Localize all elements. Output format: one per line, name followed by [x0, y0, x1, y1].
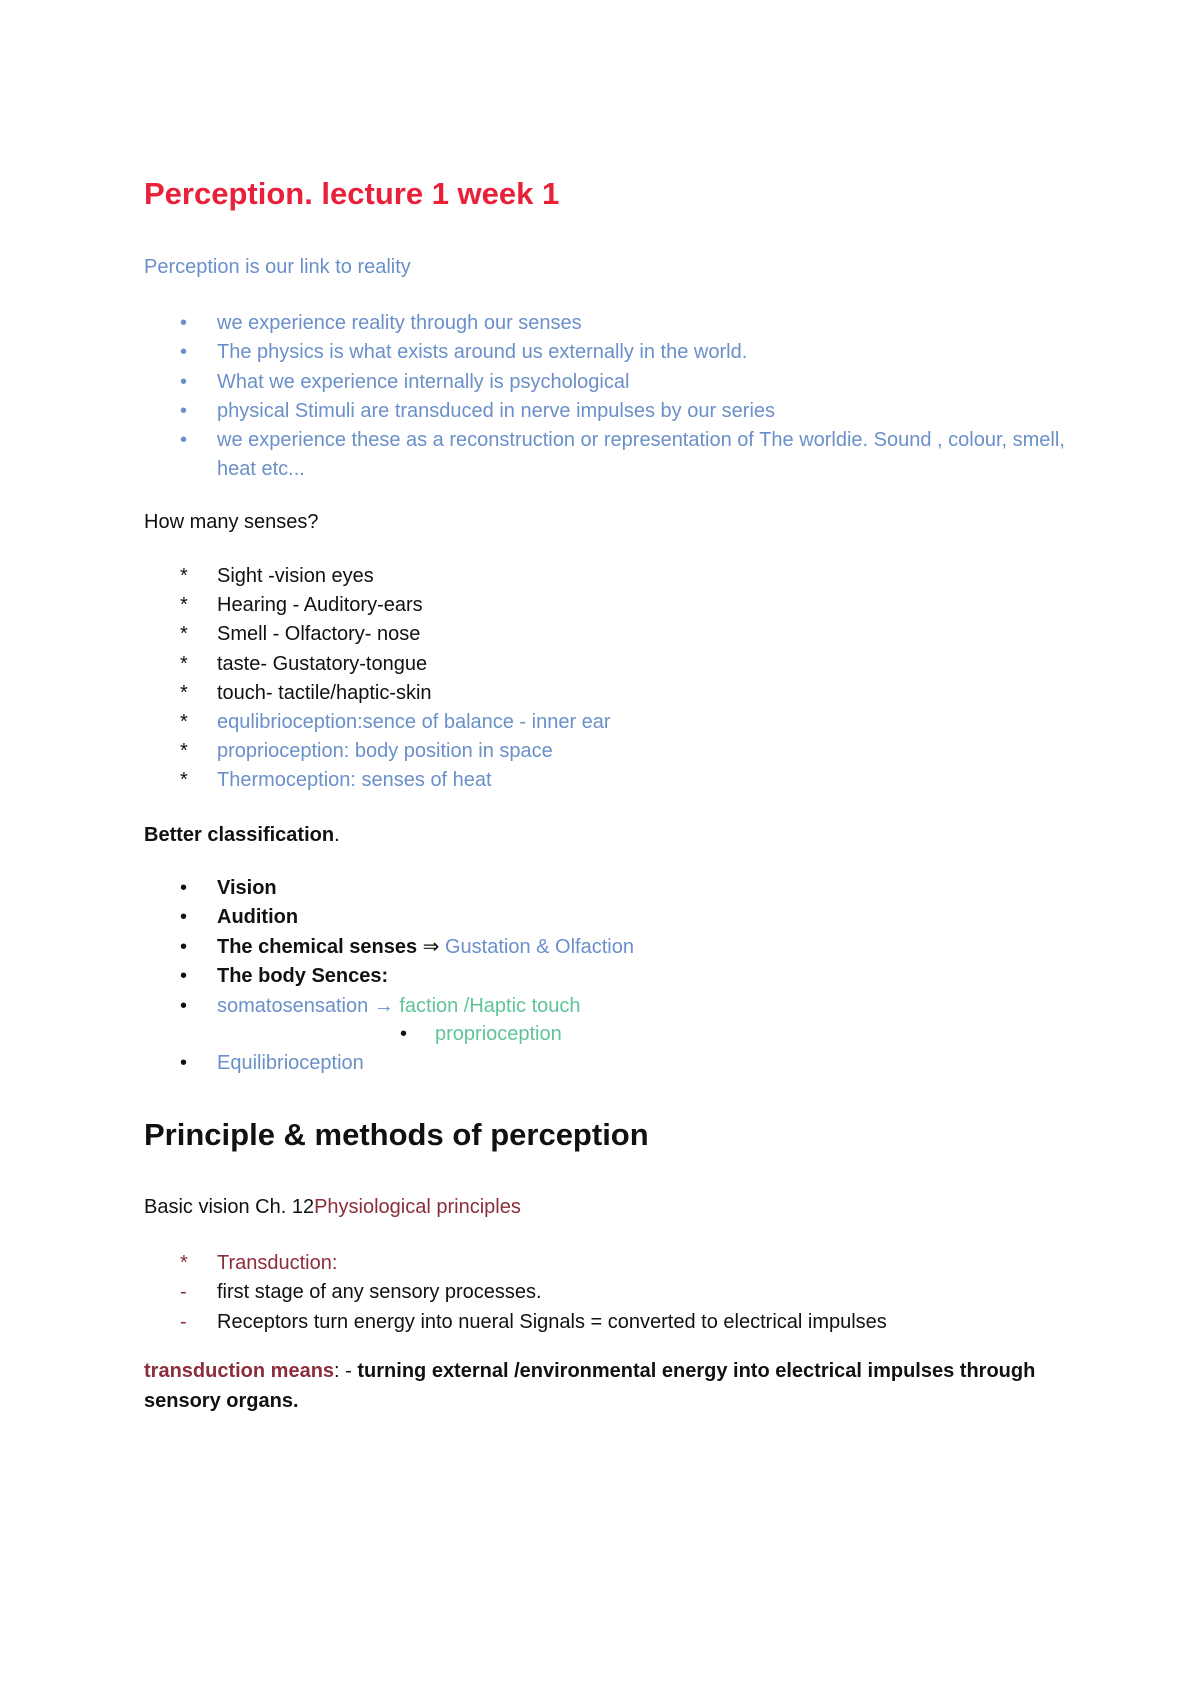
definition-text: turning external /environmental energy into electrical impulses through sensory organs.: [144, 1360, 1036, 1412]
list-item-text: proprioception: body position in space: [217, 740, 553, 763]
star-marker: *: [180, 711, 188, 734]
bullet-marker: •: [180, 877, 188, 899]
page-title: Perception. lecture 1 week 1: [144, 176, 560, 211]
list-item-text: touch- tactile/haptic-skin: [217, 681, 432, 704]
list-item: [180, 708, 611, 737]
list-item-text: first stage of any sensory processes.: [217, 1281, 542, 1304]
list-item: [180, 992, 634, 1021]
list-item: [180, 426, 1077, 485]
list-item-text: The physics is what exists around us externally in the world.: [217, 341, 748, 364]
star-marker: *: [180, 565, 188, 587]
list-item-text: we experience these as a reconstruction or representation of The worldie. Sound , colour, smell, heat etc...: [217, 429, 1065, 481]
list-item: [180, 368, 1077, 397]
list-item-text: What we experience internally is psychological: [217, 370, 630, 393]
list-item: [180, 903, 634, 932]
list-item-text: equlibrioception:sence of balance - inner ear: [217, 711, 611, 734]
list-item: [180, 1278, 887, 1307]
basic-prefix: Basic vision Ch. 12: [144, 1196, 315, 1218]
bullet-marker: •: [180, 312, 188, 334]
list-item: [180, 397, 1077, 426]
senses-question: How many senses?: [144, 511, 319, 533]
list-item: [180, 679, 611, 708]
definition-term: transduction means: [144, 1360, 335, 1382]
list-item: [180, 874, 634, 903]
bullet-marker: •: [400, 1023, 408, 1045]
list-item-text: Thermoception: senses of heat: [217, 769, 492, 792]
basic-vision-line: [144, 1196, 521, 1219]
star-marker: *: [180, 652, 188, 675]
bullet-marker: •: [180, 429, 188, 452]
bullet-marker: •: [180, 1052, 188, 1074]
bullet-marker: •: [180, 994, 188, 1017]
bullet-marker: •: [180, 906, 188, 929]
list-item-text: somatosensation: [217, 994, 369, 1017]
list-item: [180, 1308, 887, 1337]
classification-list: [180, 874, 634, 1021]
list-item: [180, 962, 634, 991]
list-item: [180, 591, 611, 620]
list-item: [180, 1049, 364, 1078]
bullet-marker: •: [180, 935, 188, 958]
bullet-marker: •: [180, 399, 188, 422]
list-item: [400, 1020, 562, 1049]
star-marker: *: [180, 1252, 188, 1274]
star-marker: *: [180, 769, 188, 792]
bullet-marker: •: [180, 965, 188, 988]
list-item-text: Vision: [217, 877, 277, 899]
list-item-text: The body Sences:: [217, 965, 389, 988]
list-item: [180, 1249, 887, 1278]
arrow-symbol: →: [368, 994, 400, 1017]
senses-list: [180, 562, 611, 796]
list-item-detail: faction /Haptic touch: [399, 994, 581, 1017]
list-item: [180, 737, 611, 766]
sub-list: [400, 1020, 562, 1049]
list-item-text: Smell - Olfactory- nose: [217, 623, 421, 646]
star-marker: *: [180, 740, 188, 763]
bullet-marker: •: [180, 341, 188, 364]
list-item: [180, 620, 611, 649]
list-item-text: proprioception: [435, 1023, 562, 1045]
list-item-text: we experience reality through our senses: [217, 312, 582, 334]
transduction-definition: [144, 1357, 1064, 1416]
bullet-marker: •: [180, 370, 188, 393]
star-marker: *: [180, 594, 188, 617]
list-item-text: Transduction:: [217, 1252, 338, 1274]
list-item-text: Audition: [217, 906, 299, 929]
definition-separator: : -: [334, 1360, 358, 1382]
heading-text: Better classification: [144, 824, 335, 846]
heading-period: .: [334, 824, 340, 846]
list-item: [180, 309, 1077, 338]
list-item: [180, 650, 611, 679]
list-item-detail: Gustation & Olfaction: [444, 935, 634, 958]
list-item: [180, 933, 634, 962]
dash-marker: -: [180, 1310, 187, 1333]
list-item-text: Hearing - Auditory-ears: [217, 594, 423, 617]
intro-line: Perception is our link to reality: [144, 256, 411, 278]
better-classification-heading: [144, 824, 340, 847]
star-marker: *: [180, 681, 188, 704]
arrow-symbol: ⇒: [417, 935, 445, 958]
basic-highlight: Physiological principles: [314, 1196, 521, 1218]
reality-bullet-list: [180, 309, 1077, 485]
list-item-text: Equilibrioception: [217, 1052, 364, 1074]
classification-list-continued: [180, 1049, 364, 1078]
list-item-text: Sight -vision eyes: [217, 565, 374, 587]
dash-marker: -: [180, 1281, 187, 1304]
list-item-text: taste- Gustatory-tongue: [217, 652, 428, 675]
list-item-text: The chemical senses: [217, 935, 418, 958]
list-item-text: Receptors turn energy into nueral Signals = converted to electrical impulses: [217, 1310, 887, 1333]
transduction-list: [180, 1249, 887, 1337]
section-heading: Principle & methods of perception: [144, 1117, 649, 1152]
list-item: [180, 766, 611, 795]
list-item-text: physical Stimuli are transduced in nerve impulses by our series: [217, 399, 776, 422]
star-marker: *: [180, 623, 188, 646]
list-item: [180, 338, 1077, 367]
list-item: [180, 562, 611, 591]
